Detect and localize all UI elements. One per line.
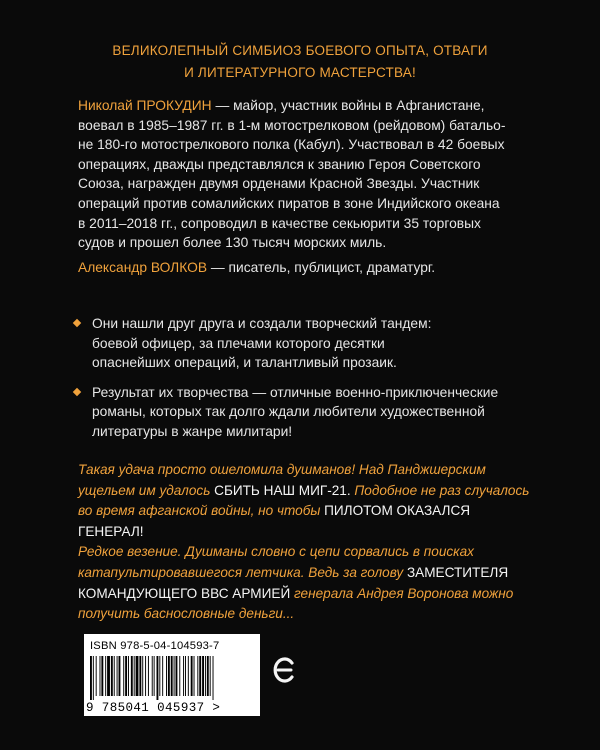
author-name-volkov: Александр ВОЛКОВ — [78, 260, 208, 275]
barcode-bar — [191, 656, 193, 696]
bullet-line: романы, которых так долго ждали любители художественной — [92, 404, 485, 420]
barcode-bar — [148, 656, 149, 696]
barcode-bar — [136, 656, 139, 696]
bullet-line: опаснейших операций, и талантливый прозаик. — [92, 355, 397, 371]
barcode-bar — [166, 656, 167, 696]
barcode-bar — [157, 656, 159, 700]
barcode-bar — [199, 656, 201, 696]
barcode-bars — [90, 656, 254, 700]
barcode-bar — [152, 656, 153, 696]
bullet-list — [74, 314, 534, 442]
barcode-bar — [117, 656, 118, 696]
teaser-text: катапультировавшегося летчика. Ведь за голову — [78, 564, 407, 580]
eksmo-e-logo-icon — [272, 655, 296, 685]
barcode-bar — [154, 656, 155, 696]
barcode-bar — [159, 656, 160, 696]
bullet-item — [74, 383, 534, 442]
headline-line-1: ВЕЛИКОЛЕПНЫЙ СИМБИОЗ БОЕВОГО ОПЫТА, ОТВАГИ — [112, 43, 488, 58]
barcode-bar — [194, 656, 195, 696]
barcode-bar — [183, 656, 184, 696]
bio-line: операциях, дважды представлялся к званию Героя Советского — [78, 156, 481, 172]
bio-line: Союза, награжден двумя орденами Красной Звезды. Участник — [78, 176, 480, 192]
bio-line: судов и прошел более 130 тысяч морских миль. — [78, 235, 387, 251]
bullet-item — [74, 314, 534, 373]
teaser-line: получить баснословные деньги... — [78, 606, 295, 622]
barcode-bar — [168, 656, 170, 696]
barcode-bar — [96, 656, 97, 696]
teaser-text: во время афганской войны, но чтобы — [78, 503, 325, 519]
barcode-bar — [105, 656, 106, 696]
author-name-prokudin: Николай ПРОКУДИН — [78, 98, 212, 113]
bullet-line: боевой офицер, за плечами которого десятки — [92, 335, 385, 351]
barcode-bar — [139, 656, 141, 696]
barcode-bar — [100, 656, 101, 696]
barcode-bar — [174, 656, 175, 696]
ean-number: 9 785041 045937 > — [86, 701, 221, 715]
barcode-bar — [145, 656, 146, 696]
barcode-bar — [119, 656, 121, 696]
barcode-bar — [202, 656, 204, 696]
barcode-bar — [125, 656, 127, 696]
bio-line: воевал в 1985–1987 гг. в 1-м мотострелковом (рейдовом) батальо- — [78, 117, 506, 133]
isbn-label: ISBN 978-5-04-104593-7 — [90, 640, 220, 652]
cover-headline — [80, 40, 520, 84]
headline-line-2: И ЛИТЕРАТУРНОГО МАСТЕРСТВА! — [184, 65, 416, 80]
bio-text: — писатель, публицист, драматург. — [207, 260, 436, 275]
bio-line: — майор, участник войны в Афганистане, — [211, 98, 485, 113]
barcode-bar — [107, 656, 110, 696]
author-bio-prokudin — [78, 96, 538, 253]
barcode — [84, 634, 260, 716]
barcode-bar — [123, 656, 124, 696]
barcode-bar — [131, 656, 133, 696]
barcode-bar — [213, 656, 214, 700]
teaser-highlight: СБИТЬ НАШ МИГ-21. — [214, 482, 351, 498]
teaser-highlight: ЗАМЕСТИТЕЛЯ — [406, 564, 509, 580]
barcode-bar — [207, 656, 209, 696]
barcode-bar — [171, 656, 173, 696]
barcode-bar — [179, 656, 180, 696]
teaser-line: Редкое везение. Душманы словно с цепи сорвались в поисках — [78, 544, 474, 560]
barcode-bar — [197, 656, 198, 696]
barcode-bar — [210, 656, 211, 696]
bio-line: не 180-го мотострелкового полка (Кабул). Участвовал в 42 боевых — [78, 137, 505, 153]
bullet-line: Результат их творчества — отличные военно-приключенческие — [92, 384, 499, 400]
barcode-bar — [90, 656, 92, 700]
bullet-line: литературы в жанре милитари! — [92, 423, 293, 439]
barcode-bar — [93, 656, 94, 700]
bio-line: в 2011–2018 гг., сопроводил в качестве секьюрити 35 торговых — [78, 215, 481, 231]
teaser-highlight: ПИЛОТОМ ОКАЗАЛСЯ ГЕНЕРАЛ! — [78, 503, 471, 539]
barcode-bar — [114, 656, 115, 696]
bullet-line: Они нашли друг друга и создали творческий тандем: — [92, 316, 432, 331]
bio-line: операций против сомалийских пиратов в зоне Индийского океана — [78, 195, 500, 211]
barcode-bar — [111, 656, 113, 696]
barcode-bar — [101, 656, 103, 696]
teaser-text: ущельем им удалось — [78, 482, 215, 498]
teaser-line: Такая удача просто ошеломила душманов! Над Панджшерским — [78, 462, 486, 477]
barcode-bar — [188, 656, 189, 696]
barcode-bar — [205, 656, 206, 696]
barcode-bar — [185, 656, 186, 696]
barcode-bar — [176, 656, 178, 696]
diamond-bullet-icon — [73, 319, 81, 327]
teaser-text: Подобное не раз случалось — [350, 482, 530, 498]
author-bio-volkov — [78, 258, 538, 278]
teaser-paragraph — [78, 460, 538, 625]
teaser-text: генерала Андрея Воронова можно — [290, 585, 514, 601]
diamond-bullet-icon — [73, 388, 81, 396]
barcode-bar — [142, 656, 143, 696]
teaser-highlight: КОМАНДУЮЩЕГО ВВС АРМИЕЙ — [78, 585, 291, 601]
barcode-bar — [162, 656, 163, 696]
barcode-bar — [134, 656, 135, 696]
barcode-bar — [128, 656, 129, 696]
